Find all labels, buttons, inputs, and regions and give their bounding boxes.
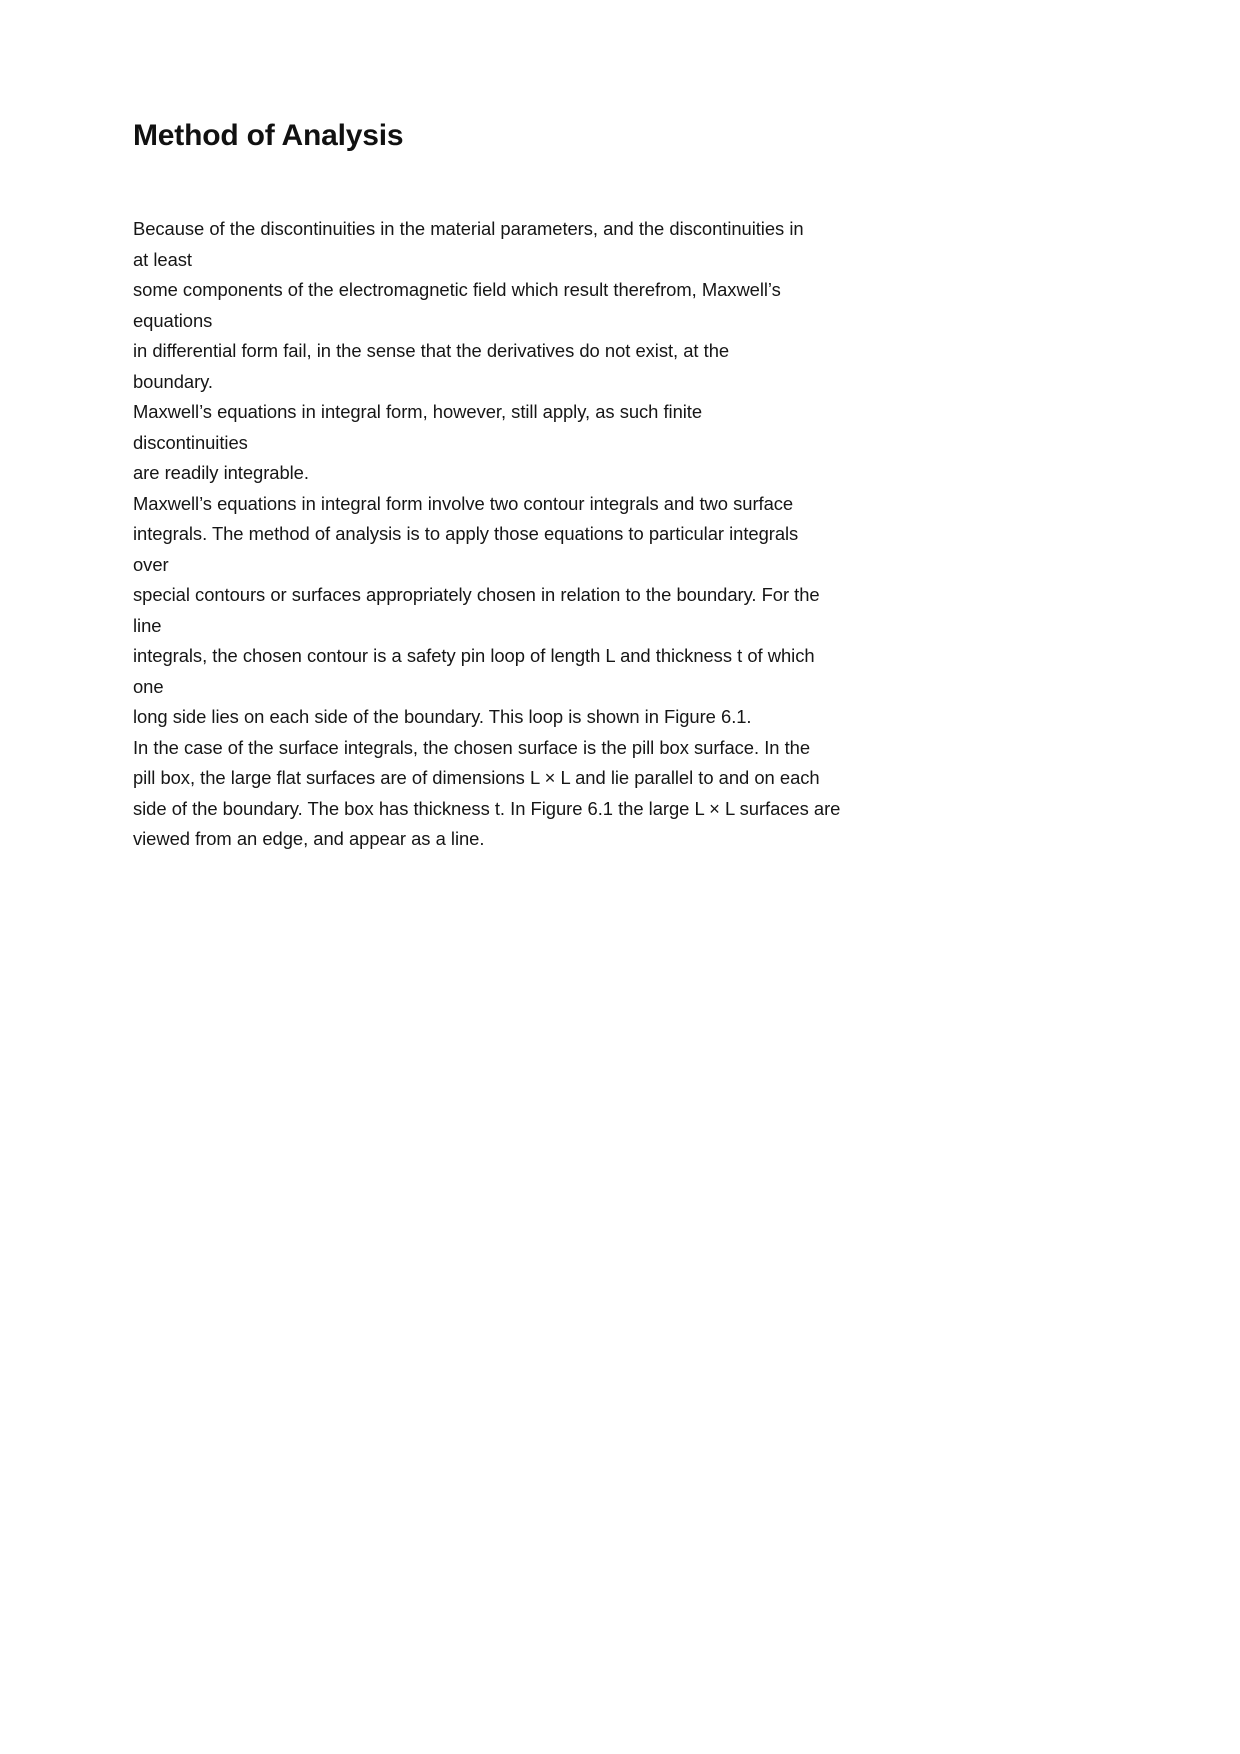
text-line: integrals. The method of analysis is to apply those equations to particular integrals <box>133 523 799 544</box>
text-line: discontinuities <box>133 431 248 453</box>
text-line: integrals, the chosen contour is a safety pin loop of length L and thickness t of which <box>133 645 815 666</box>
document-content <box>133 118 983 855</box>
text-line: some components of the electromagnetic field which result therefrom, Maxwell’s <box>133 279 781 300</box>
body-text-block <box>133 214 983 855</box>
text-line: one <box>133 675 164 697</box>
text-line: Because of the discontinuities in the material parameters, and the discontinuities in <box>133 218 804 239</box>
text-line: Maxwell’s equations in integral form involve two contour integrals and two surface <box>133 492 794 514</box>
text-line: pill box, the large flat surfaces are of dimensions L × L and lie parallel to and on each <box>133 767 820 788</box>
page-title: Method of Analysis <box>133 119 404 152</box>
text-line: equations <box>133 309 213 331</box>
text-line: are readily integrable. <box>133 462 309 483</box>
text-line: Maxwell’s equations in integral form, however, still apply, as such finite <box>133 401 703 422</box>
text-line: long side lies on each side of the boundary. This loop is shown in Figure 6.1. <box>133 706 752 727</box>
text-line: side of the boundary. The box has thickness t. In Figure 6.1 the large L × L surfaces are <box>133 797 841 819</box>
text-line: over <box>133 553 169 575</box>
text-line: boundary. <box>133 370 213 392</box>
text-line: line <box>133 614 162 636</box>
text-line: In the case of the surface integrals, the chosen surface is the pill box surface. In the <box>133 736 811 758</box>
text-line: at least <box>133 248 192 270</box>
text-line: special contours or surfaces appropriately chosen in relation to the boundary. For the <box>133 584 820 605</box>
text-line: viewed from an edge, and appear as a line. <box>133 828 485 849</box>
text-line: in differential form fail, in the sense that the derivatives do not exist, at the <box>133 340 730 361</box>
